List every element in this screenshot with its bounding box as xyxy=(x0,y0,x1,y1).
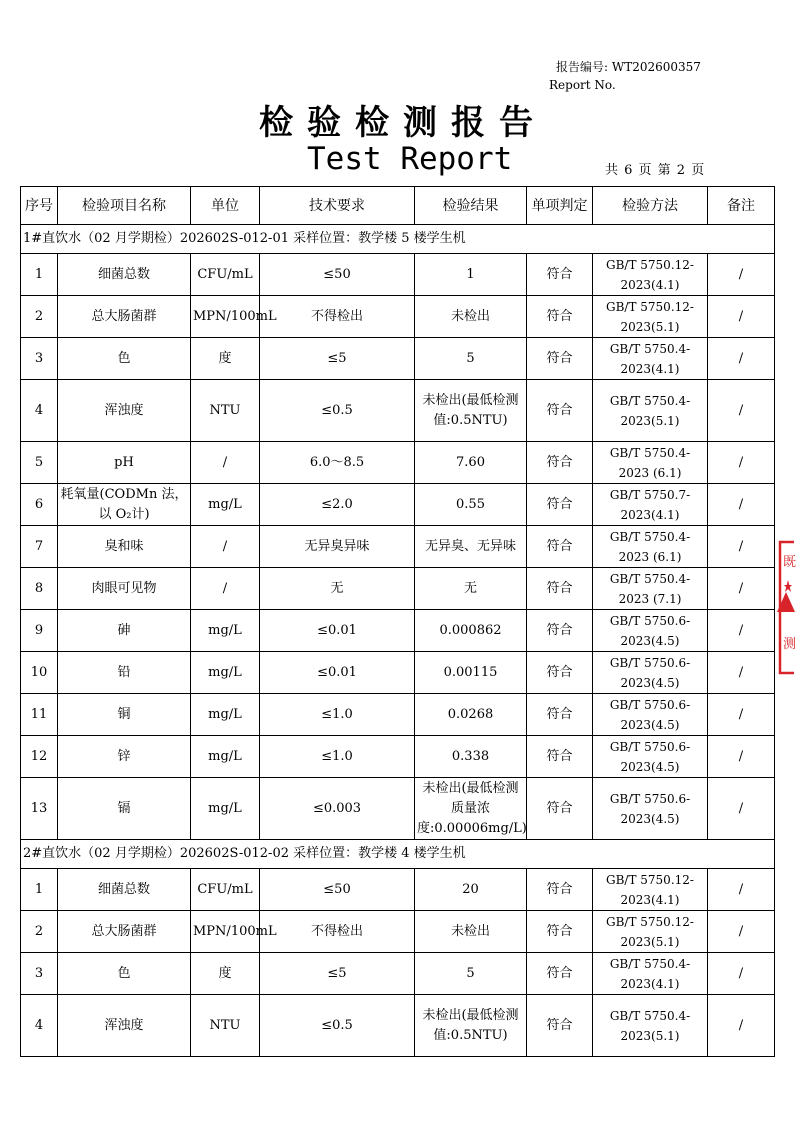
cell-method: GB/T 5750.4-2023(5.1) xyxy=(593,995,708,1057)
cell-unit: MPN/100mL xyxy=(191,296,260,338)
cell-requirement: 6.0～8.5 xyxy=(260,442,415,484)
table-row xyxy=(21,610,775,652)
cell-requirement: ≤0.01 xyxy=(260,652,415,694)
cell-judgement: 符合 xyxy=(527,911,593,953)
cell-requirement: ≤5 xyxy=(260,953,415,995)
report-number-en: Report No. xyxy=(549,78,616,92)
cell-item-name: 细菌总数 xyxy=(58,869,191,911)
cell-judgement: 符合 xyxy=(527,442,593,484)
cell-note: / xyxy=(708,254,775,296)
cell-unit: CFU/mL xyxy=(191,254,260,296)
cell-row-number: 9 xyxy=(21,610,58,652)
cell-method: GB/T 5750.6-2023(4.5) xyxy=(593,694,708,736)
cell-unit: 度 xyxy=(191,338,260,380)
cell-note: / xyxy=(708,484,775,526)
cell-row-number: 8 xyxy=(21,568,58,610)
cell-method: GB/T 5750.4-2023(5.1) xyxy=(593,380,708,442)
cell-unit: CFU/mL xyxy=(191,869,260,911)
cell-note: / xyxy=(708,338,775,380)
cell-note: / xyxy=(708,694,775,736)
cell-result: 7.60 xyxy=(415,442,527,484)
table-row xyxy=(21,526,775,568)
cell-row-number: 4 xyxy=(21,995,58,1057)
cell-unit: NTU xyxy=(191,995,260,1057)
table-row xyxy=(21,911,775,953)
cell-method: GB/T 5750.6-2023(4.5) xyxy=(593,736,708,778)
cell-requirement: ≤0.5 xyxy=(260,380,415,442)
cell-requirement: ≤50 xyxy=(260,869,415,911)
cell-method: GB/T 5750.4-2023 (6.1) xyxy=(593,442,708,484)
cell-unit: mg/L xyxy=(191,736,260,778)
table-row xyxy=(21,995,775,1057)
col-header-unit: 单位 xyxy=(191,187,260,225)
cell-requirement: 无异臭异味 xyxy=(260,526,415,568)
cell-unit: / xyxy=(191,442,260,484)
title-english: Test Report xyxy=(307,141,513,177)
cell-unit: mg/L xyxy=(191,778,260,840)
cell-judgement: 符合 xyxy=(527,254,593,296)
title-chinese: 检验检测报告 xyxy=(259,103,547,143)
col-header-judgement: 单项判定 xyxy=(527,187,593,225)
cell-requirement: ≤0.003 xyxy=(260,778,415,840)
cell-unit: 度 xyxy=(191,953,260,995)
cell-row-number: 4 xyxy=(21,380,58,442)
cell-method: GB/T 5750.7-2023(4.1) xyxy=(593,484,708,526)
col-header-requirement: 技术要求 xyxy=(260,187,415,225)
section-title: 2#直饮水（02 月学期检）202602S-012-02 采样位置：教学楼 4 楼学生机 xyxy=(21,840,775,869)
svg-text:既: 既 xyxy=(783,555,797,570)
cell-item-name: 浑浊度 xyxy=(58,380,191,442)
cell-method: GB/T 5750.12-2023(4.1) xyxy=(593,254,708,296)
report-number-label: 报告编号: WT202600357 xyxy=(556,60,701,74)
cell-judgement: 符合 xyxy=(527,380,593,442)
cell-unit: / xyxy=(191,568,260,610)
cell-row-number: 7 xyxy=(21,526,58,568)
cell-note: / xyxy=(708,442,775,484)
cell-result: 20 xyxy=(415,869,527,911)
col-header-method: 检验方法 xyxy=(593,187,708,225)
cell-requirement: 不得检出 xyxy=(260,296,415,338)
cell-requirement: ≤50 xyxy=(260,254,415,296)
cell-method: GB/T 5750.4-2023(4.1) xyxy=(593,338,708,380)
cell-result: 0.00115 xyxy=(415,652,527,694)
cell-item-name: 总大肠菌群 xyxy=(58,911,191,953)
cell-result: 未检出(最低检测值:0.5NTU) xyxy=(415,995,527,1057)
seal-stamp xyxy=(776,540,796,675)
table-row xyxy=(21,652,775,694)
cell-requirement: ≤1.0 xyxy=(260,694,415,736)
cell-note: / xyxy=(708,568,775,610)
col-header-result: 检验结果 xyxy=(415,187,527,225)
cell-judgement: 符合 xyxy=(527,694,593,736)
cell-item-name: 耗氧量(CODMn 法，以 O₂计) xyxy=(58,484,191,526)
cell-item-name: 色 xyxy=(58,953,191,995)
cell-result: 0.0268 xyxy=(415,694,527,736)
cell-unit: mg/L xyxy=(191,610,260,652)
table-header-row xyxy=(21,187,775,225)
table-row xyxy=(21,869,775,911)
cell-note: / xyxy=(708,911,775,953)
cell-item-name: 浑浊度 xyxy=(58,995,191,1057)
table-row xyxy=(21,338,775,380)
table-row xyxy=(21,254,775,296)
cell-requirement: 不得检出 xyxy=(260,911,415,953)
cell-item-name: 臭和味 xyxy=(58,526,191,568)
cell-requirement: ≤0.01 xyxy=(260,610,415,652)
section-header-row xyxy=(21,225,775,254)
table-row xyxy=(21,736,775,778)
cell-requirement: ≤5 xyxy=(260,338,415,380)
cell-row-number: 12 xyxy=(21,736,58,778)
table-row xyxy=(21,778,775,840)
cell-judgement: 符合 xyxy=(527,652,593,694)
cell-method: GB/T 5750.4-2023 (7.1) xyxy=(593,568,708,610)
cell-note: / xyxy=(708,995,775,1057)
cell-result: 0.55 xyxy=(415,484,527,526)
cell-judgement: 符合 xyxy=(527,610,593,652)
cell-result: 0.000862 xyxy=(415,610,527,652)
cell-item-name: 镉 xyxy=(58,778,191,840)
col-header-item: 检验项目名称 xyxy=(58,187,191,225)
cell-judgement: 符合 xyxy=(527,484,593,526)
cell-judgement: 符合 xyxy=(527,736,593,778)
cell-note: / xyxy=(708,778,775,840)
cell-note: / xyxy=(708,869,775,911)
cell-unit: mg/L xyxy=(191,652,260,694)
cell-method: GB/T 5750.12-2023(5.1) xyxy=(593,296,708,338)
table-row xyxy=(21,442,775,484)
cell-item-name: pH xyxy=(58,442,191,484)
cell-note: / xyxy=(708,736,775,778)
cell-result: 5 xyxy=(415,953,527,995)
cell-result: 无异臭、无异味 xyxy=(415,526,527,568)
cell-judgement: 符合 xyxy=(527,995,593,1057)
cell-row-number: 2 xyxy=(21,911,58,953)
cell-row-number: 10 xyxy=(21,652,58,694)
cell-item-name: 锌 xyxy=(58,736,191,778)
cell-row-number: 13 xyxy=(21,778,58,840)
cell-judgement: 符合 xyxy=(527,953,593,995)
cell-result: 未检出 xyxy=(415,911,527,953)
table-row xyxy=(21,380,775,442)
cell-row-number: 2 xyxy=(21,296,58,338)
cell-item-name: 铅 xyxy=(58,652,191,694)
table-row xyxy=(21,568,775,610)
cell-note: / xyxy=(708,953,775,995)
report-number xyxy=(549,58,701,94)
cell-note: / xyxy=(708,610,775,652)
cell-requirement: ≤0.5 xyxy=(260,995,415,1057)
cell-row-number: 5 xyxy=(21,442,58,484)
cell-item-name: 色 xyxy=(58,338,191,380)
cell-result: 1 xyxy=(415,254,527,296)
table-row xyxy=(21,484,775,526)
cell-note: / xyxy=(708,380,775,442)
cell-item-name: 砷 xyxy=(58,610,191,652)
cell-result: 未检出 xyxy=(415,296,527,338)
svg-text:测: 测 xyxy=(783,637,797,652)
cell-method: GB/T 5750.6-2023(4.5) xyxy=(593,610,708,652)
cell-result: 0.338 xyxy=(415,736,527,778)
page-count: 共 6 页 第 2 页 xyxy=(605,163,706,178)
cell-item-name: 肉眼可见物 xyxy=(58,568,191,610)
cell-note: / xyxy=(708,652,775,694)
cell-result: 5 xyxy=(415,338,527,380)
col-header-note: 备注 xyxy=(708,187,775,225)
col-header-no: 序号 xyxy=(21,187,58,225)
cell-unit: / xyxy=(191,526,260,568)
cell-item-name: 铜 xyxy=(58,694,191,736)
cell-judgement: 符合 xyxy=(527,568,593,610)
results-table xyxy=(20,186,775,1057)
cell-unit: mg/L xyxy=(191,694,260,736)
cell-method: GB/T 5750.4-2023(4.1) xyxy=(593,953,708,995)
cell-unit: NTU xyxy=(191,380,260,442)
cell-unit: MPN/100mL xyxy=(191,911,260,953)
cell-item-name: 总大肠菌群 xyxy=(58,296,191,338)
cell-note: / xyxy=(708,526,775,568)
cell-judgement: 符合 xyxy=(527,778,593,840)
cell-row-number: 6 xyxy=(21,484,58,526)
cell-requirement: ≤2.0 xyxy=(260,484,415,526)
cell-item-name: 细菌总数 xyxy=(58,254,191,296)
cell-judgement: 符合 xyxy=(527,526,593,568)
table-row xyxy=(21,296,775,338)
cell-requirement: 无 xyxy=(260,568,415,610)
cell-judgement: 符合 xyxy=(527,338,593,380)
cell-method: GB/T 5750.6-2023(4.5) xyxy=(593,652,708,694)
cell-result: 未检出(最低检测质量浓度:0.00006mg/L) xyxy=(415,778,527,840)
table-row xyxy=(21,694,775,736)
cell-method: GB/T 5750.12-2023(5.1) xyxy=(593,911,708,953)
table-row xyxy=(21,953,775,995)
cell-result: 未检出(最低检测值:0.5NTU) xyxy=(415,380,527,442)
cell-requirement: ≤1.0 xyxy=(260,736,415,778)
cell-row-number: 3 xyxy=(21,953,58,995)
cell-method: GB/T 5750.12-2023(4.1) xyxy=(593,869,708,911)
cell-judgement: 符合 xyxy=(527,869,593,911)
cell-note: / xyxy=(708,296,775,338)
cell-unit: mg/L xyxy=(191,484,260,526)
cell-method: GB/T 5750.4-2023 (6.1) xyxy=(593,526,708,568)
cell-result: 无 xyxy=(415,568,527,610)
cell-row-number: 1 xyxy=(21,254,58,296)
cell-row-number: 1 xyxy=(21,869,58,911)
section-title: 1#直饮水（02 月学期检）202602S-012-01 采样位置：教学楼 5 楼学生机 xyxy=(21,225,775,254)
cell-method: GB/T 5750.6-2023(4.5) xyxy=(593,778,708,840)
cell-row-number: 11 xyxy=(21,694,58,736)
cell-row-number: 3 xyxy=(21,338,58,380)
section-header-row xyxy=(21,840,775,869)
cell-judgement: 符合 xyxy=(527,296,593,338)
